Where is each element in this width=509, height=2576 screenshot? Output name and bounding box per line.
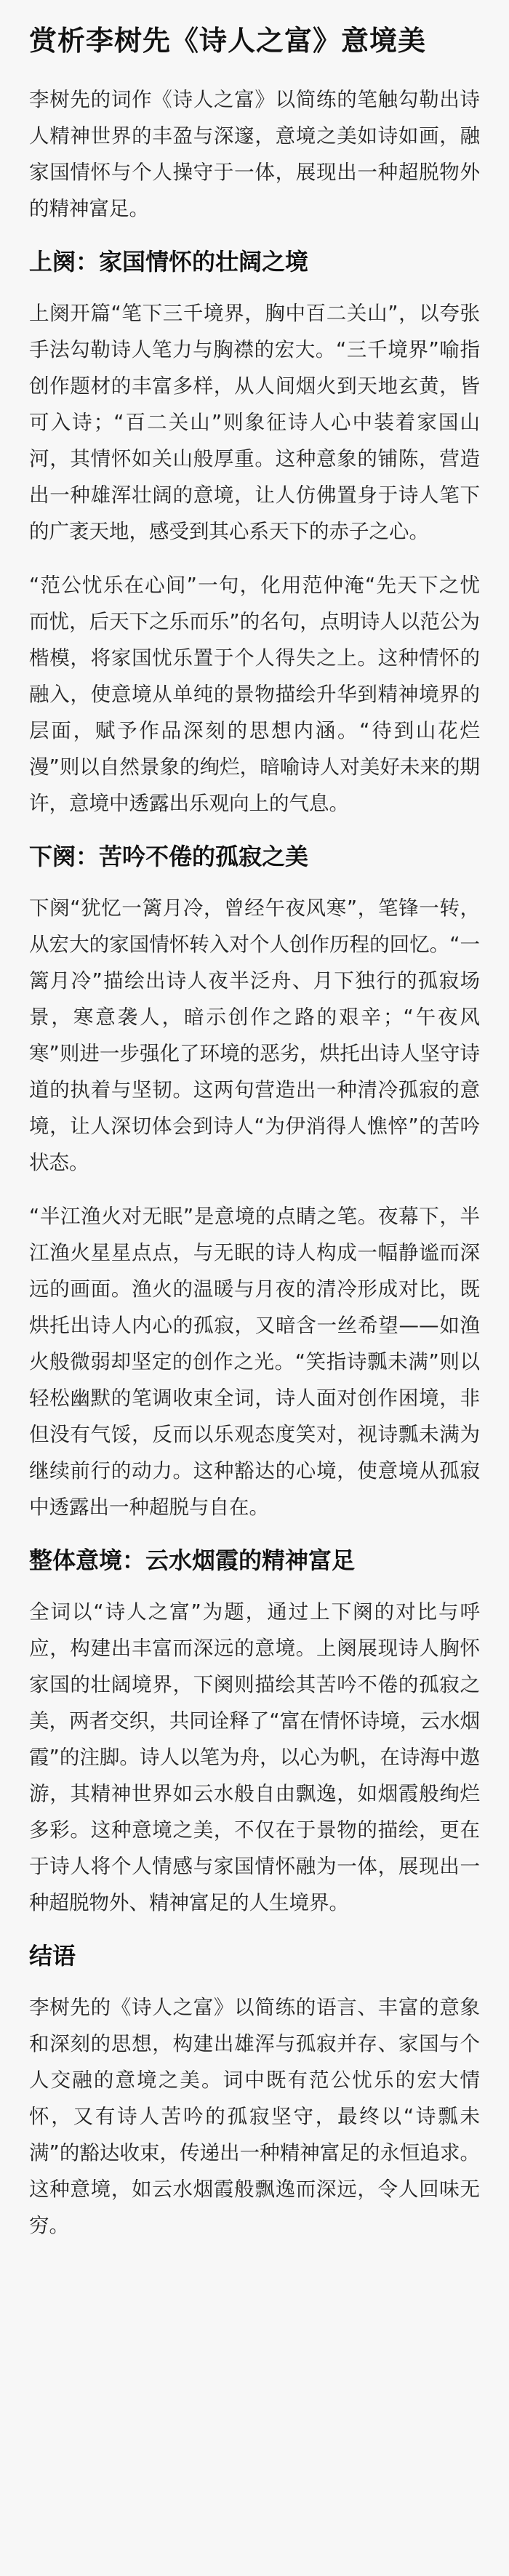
section-conclusion	[29, 1938, 480, 2244]
section-heading: 整体意境：云水烟霞的精神富足	[29, 1546, 356, 1574]
section-heading: 下阕：苦吟不倦的孤寂之美	[29, 843, 309, 870]
section-heading: 上阕：家国情怀的壮阔之境	[29, 248, 309, 276]
section-paragraph: 全词以“诗人之富”为题，通过上下阕的对比与呼应，构建出丰富而深远的意境。上阕展现诗人胸怀家国的壮阔境界，下阕则描绘其苦吟不倦的孤寂之美，两者交织，共同诠释了“富在情怀诗境，云水烟霞”的注脚。诗人以笔为舟，以心为帆，在诗海中遨游，其精神世界如云水般自由飘逸，如烟霞般绚烂多彩。这种意境之美，不仅在于景物的描绘，更在于诗人将个人情感与家国情怀融为一体，展现出一种超脱物外、精神富足的人生境界。	[29, 1600, 480, 1914]
section-heading: 结语	[29, 1942, 76, 1970]
section-paragraph: “半江渔火对无眠”是意境的点睛之笔。夜幕下，半江渔火星星点点，与无眠的诗人构成一幅静谧而深远的画面。渔火的温暖与月夜的清冷形成对比，既烘托出诗人内心的孤寂，又暗含一丝希望——如渔火般微弱却坚定的创作之光。“笑指诗瓢未满”则以轻松幽默的笔调收束全词，诗人面对创作困境，非但没有气馁，反而以乐观态度笑对，视诗瓢未满为继续前行的动力。这种豁达的心境，使意境从孤寂中透露出一种超脱与自在。	[29, 1205, 480, 1519]
section-lower-stanza	[29, 839, 480, 1525]
section-paragraph: 下阕“犹忆一篱月冷，曾经午夜风寒”，笔锋一转，从宏大的家国情怀转入对个人创作历程的回忆。“一篱月冷”描绘出诗人夜半泛舟、月下独行的孤寂场景，寒意袭人，暗示创作之路的艰辛；“午夜风寒”则进一步强化了环境的恶劣，烘托出诗人坚守诗道的执着与坚韧。这两句营造出一种清冷孤寂的意境，让人深切体会到诗人“为伊消得人憔悴”的苦吟状态。	[29, 896, 480, 1174]
section-paragraph: 上阕开篇“笔下三千境界，胸中百二关山”，以夸张手法勾勒诗人笔力与胸襟的宏大。“三千境界”喻指创作题材的丰富多样，从人间烟火到天地玄黄，皆可入诗；“百二关山”则象征诗人心中装着家国山河，其情怀如关山般厚重。这种意象的铺陈，营造出一种雄浑壮阔的意境，让人仿佛置身于诗人笔下的广袤天地，感受到其心系天下的赤子之心。	[29, 302, 480, 543]
intro-paragraph: 李树先的词作《诗人之富》以简练的笔触勾勒出诗人精神世界的丰盈与深邃，意境之美如诗如画，融家国情怀与个人操守于一体，展现出一种超脱物外的精神富足。	[29, 88, 480, 220]
section-upper-stanza	[29, 244, 480, 822]
article-title: 赏析李树先《诗人之富》意境美	[29, 25, 427, 57]
section-overall-mood	[29, 1543, 480, 1921]
section-paragraph: “范公忧乐在心间”一句，化用范仲淹“先天下之忧而忧，后天下之乐而乐”的名句，点明诗人以范公为楷模，将家国忧乐置于个人得失之上。这种情怀的融入，使意境从单纯的景物描绘升华到精神境界的层面，赋予作品深刻的思想内涵。“待到山花烂漫”则以自然景象的绚烂，暗喻诗人对美好未来的期许，意境中透露出乐观向上的气息。	[29, 574, 480, 815]
section-paragraph: 李树先的《诗人之富》以简练的语言、丰富的意象和深刻的思想，构建出雄浑与孤寂并存、家国与个人交融的意境之美。词中既有范公忧乐的宏大情怀，又有诗人苦吟的孤寂坚守，最终以“诗瓢未满”的豁达收束，传递出一种精神富足的永恒追求。这种意境，如云水烟霞般飘逸而深远，令人回味无穷。	[29, 1996, 480, 2237]
